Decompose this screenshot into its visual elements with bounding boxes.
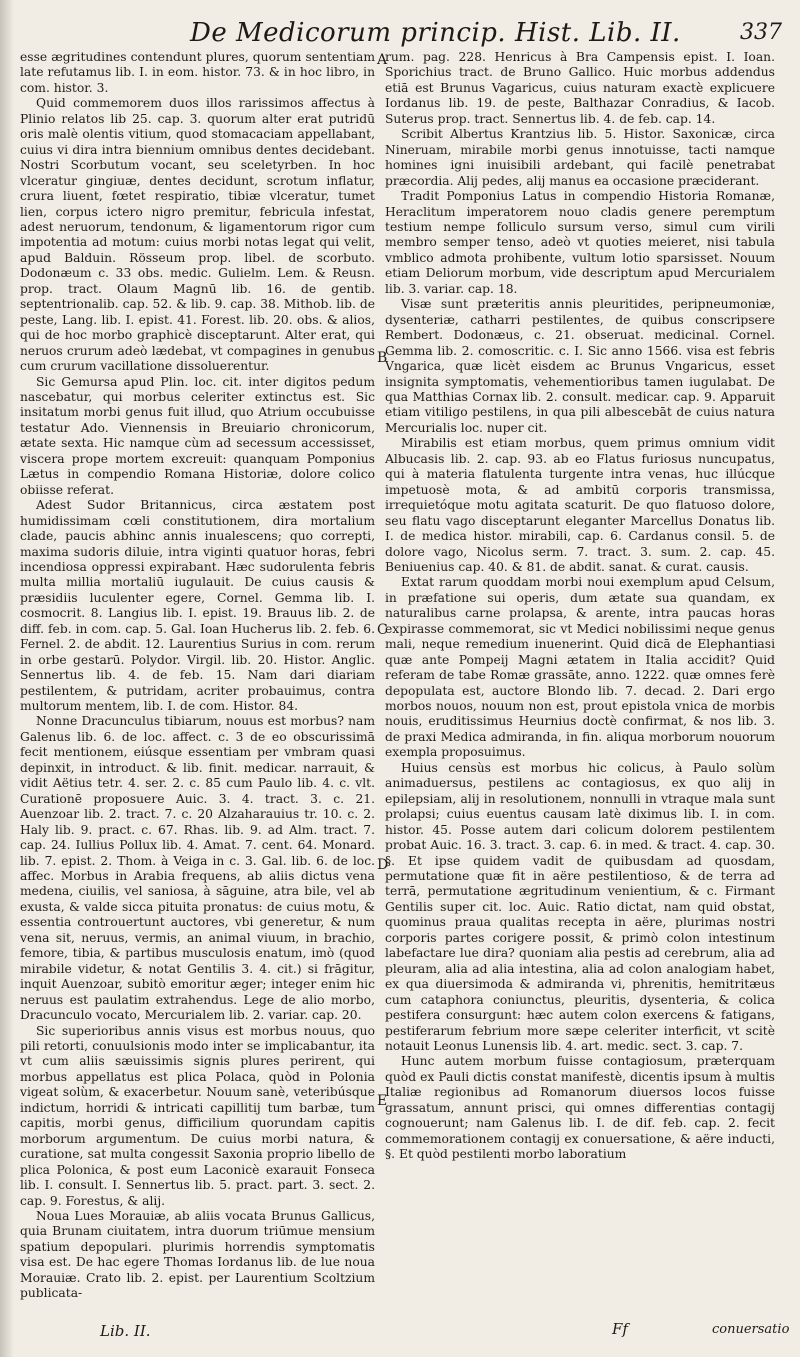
page-number: 337	[740, 20, 782, 45]
paragraph: Mirabilis est etiam morbus, quem primus omnium vidit Albucasis lib. 2. cap. 93. ab eo Flatus furiosus nuncupatus, qui à materia flatulenta turgente intra venas, huc illúcque impetuosè mota, & ad ambitū corporis transmissa, irrequietóque motu agitata scaturit. De quo flatuoso dolore, seu flatu vago disceptarunt eleganter Marcellus Donatus lib. I. de medica histor. mirabili, cap. 6. Cardanus consil. 5. de dolore vago, Nicolus serm. 7. tract. 3. sum. 2. cap. 45. Beniuenius cap. 40. & 81. de abdit. sanat. & curat. causis.	[385, 436, 775, 574]
paragraph: Extat rarum quoddam morbi noui exemplum apud Celsum, in præfatione sui operis, dum ætate sua quandam, ex naturalibus carne prolapsa, & arente, intra paucas horas expirasse commemorat, sic vt Medici nobilissimi neque genus mali, neque remedium inuenerint. Quid dicā de Elephantiasi quæ ante Pompeij Magni ætatem in Italia accidit? Quid referam de tabe Romæ grassāte, anno. 1222. quæ omnes ferè depopulata est, auctore Blondo lib. 7. decad. 2. Dari ergo morbos nouos, nouum non est, prout epistola vnica de morbis nouis, eruditissimus Heurnius doctè confirmat, & nos lib. 3. de praxi Medica admiranda, in fin. aliqua morborum nouorum exempla proposuimus.	[385, 575, 775, 760]
margin-letter-b: B	[377, 350, 388, 366]
paragraph: Sic Gemursa apud Plin. loc. cit. inter digitos pedum nascebatur, qui morbus celeriter extinctus est. Sic insitatum morbi genus fuit illud, quo Atrium occubuisse testatur Ado. Viennensis in Breuiario chronicorum, ætate sexta. Hic namque cùm ad secessum accessisset, viscera prope mortem excreuit: quanquam Pomponius Lætus in compendio Romana Historiæ, dolore colico obiisse referat.	[20, 374, 375, 497]
left-column	[20, 50, 375, 1335]
paragraph: Tradit Pomponius Latus in compendio Historia Romanæ, Heraclitum imperatorem nouo cladis genere peremptum testium nempe folliculo sursum verso, simul cum virili membro semper tenso, adeò vt quoties meieret, nisi tabula vmblico admota prohibente, vultum lotio sparsisset. Nouum etiam Deliorum morbum, vide descriptum apud Mercurialem lib. 3. variar. cap. 18.	[385, 189, 775, 296]
page-gutter-shadow	[0, 0, 14, 1357]
paragraph: Visæ sunt præteritis annis pleuritides, peripneumoniæ, dysenteriæ, catharri pestilentes, de quibus conscripsere Rembert. Dodonæus, c. 21. obseruat. medicinal. Cornel. Gemma lib. 2. comoscritic. c. I. Sic anno 1566. visa est febris Vngarica, quæ licèt eisdem ac Brunus Vngaricus, esset insignita symptomatis, vehementioribus tamen iugulabat. De qua Matthias Cornax lib. 2. consult. medicar. cap. 9. Apparuit etiam vitiligo pestilens, in qua pili albescebāt de cuius natura Mercurialis loc. nuper cit.	[385, 297, 775, 435]
paragraph: Adest Sudor Britannicus, circa æstatem post humidissimam cœli constitutionem, dira mortalium clade, paucis abhinc annis inualescens; quo correpti, maxima sudoris diluie, intra viginti quatuor horas, febri incendiosa oppressi expirabant. Hæc sudorulenta febris multa millia mortaliū iugulauit. De cuius causis & præsidiis luculenter egere, Cornel. Gemma lib. I. cosmocrit. 8. Langius lib. I. epist. 19. Brauus lib. 2. de diff. feb. in com. cap. 5. Gal. Ioan Hucherus lib. 2. feb. 6. Fernel. 2. de abdit. 12. Laurentius Surius in com. rerum in orbe gestarū. Polydor. Virgil. lib. 20. Histor. Anglic. Sennertus lib. 4. de feb. 15. Nam dari diariam pestilentem, & putridam, acriter probauimus, contra multorum mentem, lib. I. de com. Histor. 84.	[20, 498, 375, 714]
margin-letter-a: A	[377, 52, 388, 68]
paragraph: Noua Lues Morauiæ, ab aliis vocata Brunus Gallicus, quia Brunam ciuitatem, intra duorum triūmue mensium spatium depopulari. plurimis horrendis symptomatis visa est. De hac egere Thomas Iordanus lib. de lue noua Morauiæ. Crato lib. 2. epist. per Laurentium Scoltzium publicata-	[20, 1208, 375, 1301]
paragraph: Scribit Albertus Krantzius lib. 5. Histor. Saxonicæ, circa Nineruam, mirabile morbi genus innotuisse, tacti namque homines igni inuisibili ardebant, qui facilè penetrabat præcordia. Alij pedes, alij manus ea occasione præciderant.	[385, 127, 775, 188]
paragraph: Quid commemorem duos illos rarissimos affectus à Plinio relatos lib 25. cap. 3. quorum alter erat putridū oris malè olentis vitium, quod stomacaciam appellabant, cuius vi dira intra biennium omnibus dentes decidebant. Nostri Scorbutum vocant, seu sceletyrben. In hoc vlceratur gingiuæ, dentes decidunt, scrotum inflatur, crura liuent, fœtet respiratio, tibiæ vlceratur, tumet lien, corpus ictero nigro premitur, febricula infestat, adest neruorum, tendonum, & ligamentorum rigor cum impotentia ad motum: cuius morbi notas legat qui velit, apud Balduin. Rösseum prop. libel. de scorbuto. Dodonæum c. 33 obs. medic. Gulielm. Lem. & Reusn. prop. tract. Olaum Magnū lib. 16. de gentib. septentrionalib. cap. 52. & lib. 9. cap. 38. Mithob. lib. de peste, Lang. lib. I. epist. 41. Forest. lib. 20. obs. & alios, qui de hoc morbo graphicè disceptarunt. Alter erat, qui neruos crurum adeò lædebat, vt compagines in genubus cum crurum vacillatione dissoluerentur.	[20, 96, 375, 374]
paragraph: Hunc autem morbum fuisse contagiosum, præterquam quòd ex Pauli dictis constat manifestè, dicentis ipsum à multis Italiæ regionibus ad Romanorum diuersos locos fuisse grassatum, annunt prisci, qui omnes differentias contagij cognouerunt; nam Galenus lib. I. de dif. feb. cap. 2. fecit commemorationem contagij ex conuersatione, & aëre inducti, §. Et quòd pestilenti morbo laboratium	[385, 1054, 775, 1162]
right-column	[385, 50, 775, 1335]
signature-mark-right: Ff	[612, 1320, 628, 1338]
paragraph: esse ægritudines contendunt plures, quorum sententiam late refutamus lib. I. in eom. histor. 73. & in hoc libro, in com. histor. 3.	[20, 50, 375, 95]
margin-letter-e: E	[377, 1093, 388, 1109]
margin-letter-c: C	[377, 622, 388, 638]
paragraph: rum. pag. 228. Henricus à Bra Campensis epist. I. Ioan. Sporichius tract. de Bruno Gallico. Huic morbus addendus etiā est Brunus Vagaricus, cuius naturam exactè explicuere Iordanus lib. 19. de peste, Balthazar Conradius, & Iacob. Suterus prop. tract. Sennertus lib. 4. de feb. cap. 14.	[385, 50, 775, 126]
margin-letter-d: D	[377, 857, 389, 873]
signature-mark-left: Lib. II.	[100, 1322, 151, 1340]
paragraph: Huius censùs est morbus hic colicus, à Paulo solùm animaduersus, pestilens ac contagiosus, ex quo alij in epilepsiam, alij in resolutionem, nonnulli in vtraque mala sunt prolapsi; cuius euentus causam latè diximus lib. I. in com. histor. 45. Posse autem dari colicum dolorem pestilentem probat Auic. 16. 3. tract. 3. cap. 6. in med. & tract. 4. cap. 30. §. Et ipse quidem vadit de quibusdam ad quosdam, permutatione quæ fit in aëre pestilentioso, & de terra ad terrā, permutatione ægritudinum venientium, & c. Firmant Gentilis super cit. loc. Auic. Ratio dictat, nam quid obstat, quominus praua qualitas recepta in aëre, plurimas nostri corporis partes corigere possit, & primò colon intestinum labefactare lue dira? quoniam alia pestis ad cerebrum, alia ad pleuram, alia ad alia intestina, alia ad colon analogiam habet, ex qua diuersimoda & admiranda vi, phrenitis, hemitritæus cum cataphora coniunctus, pleuritis, dysenteria, & colica pestifera consurgunt: hæc autem colon exercens & fatigans, pestiferarum febrium more sæpe celeriter interficit, vt scitè notauit Leonus Lunensis lib. 4. art. medic. sect. 3. cap. 7.	[385, 760, 775, 1053]
paragraph: Sic superioribus annis visus est morbus nouus, quo pili retorti, conuulsionis modo inter se implicabantur, ita vt cum aliis sæuissimis signis plures perirent, qui morbus appellatus est plica Polaca, quòd in Polonia vigeat solùm, & exacerbetur. Nouum sanè, veteribúsque indictum, horridi & intricati capillitij tum barbæ, tum capitis, morbi genus, difficilium quorundam capitis morborum argumentum. De cuius morbi natura, & curatione, sat multa congessit Saxonia proprio libello de plica Polonica, & post eum Laconicè exarauit Fonseca lib. I. consult. I. Sennertus lib. 5. pract. part. 3. sect. 2. cap. 9. Forestus, & alij.	[20, 1023, 375, 1208]
catchword: conuersatio	[712, 1322, 790, 1337]
running-title: De Medicorum princip. Hist. Lib. II.	[190, 18, 681, 48]
paragraph: Nonne Dracunculus tibiarum, nouus est morbus? nam Galenus lib. 6. de loc. affect. c. 3 de eo obscurissimā fecit mentionem, eiúsque essentiam per vmbram quasi depinxit, in introduct. & lib. finit. medicar. narrauit, & vidit Aëtius tetr. 4. ser. 2. c. 85 cum Paulo lib. 4. c. vlt. Curationē proposuere Auic. 3. 4. tract. 3. c. 21. Auenzoar lib. 2. tract. 7. c. 20 Alzaharauius tr. 10. c. 2. Haly lib. 9. pract. c. 67. Rhas. lib. 9. ad Alm. tract. 7. cap. 24. Iullius Pollux lib. 4. Amat. 7. cent. 64. Monard. lib. 7. epist. 2. Thom. à Veiga in c. 3. Gal. lib. 6. de loc. affec. Morbus in Arabia frequens, ab aliis dictus vena medena, ciuilis, vel saniosa, à sāguine, atra bile, vel ab exusta, & valde sicca pituita pronatus: de cuius motu, & essentia controuertunt auctores, vbi generetur, & num vena sit, neruus, vermis, an animal viuum, in brachio, femore, tibia, & partibus musculosis enatum, imò (quod mirabile videtur, & notat Gentilis 3. 4. cit.) si frāgitur, inquit Auenzoar, subitò emoritur æger; integer enim hic neruus est paulatim extrahendus. Lege de alio morbo, Dracunculo vocato, Mercurialem lib. 2. variar. cap. 20.	[20, 714, 375, 1023]
